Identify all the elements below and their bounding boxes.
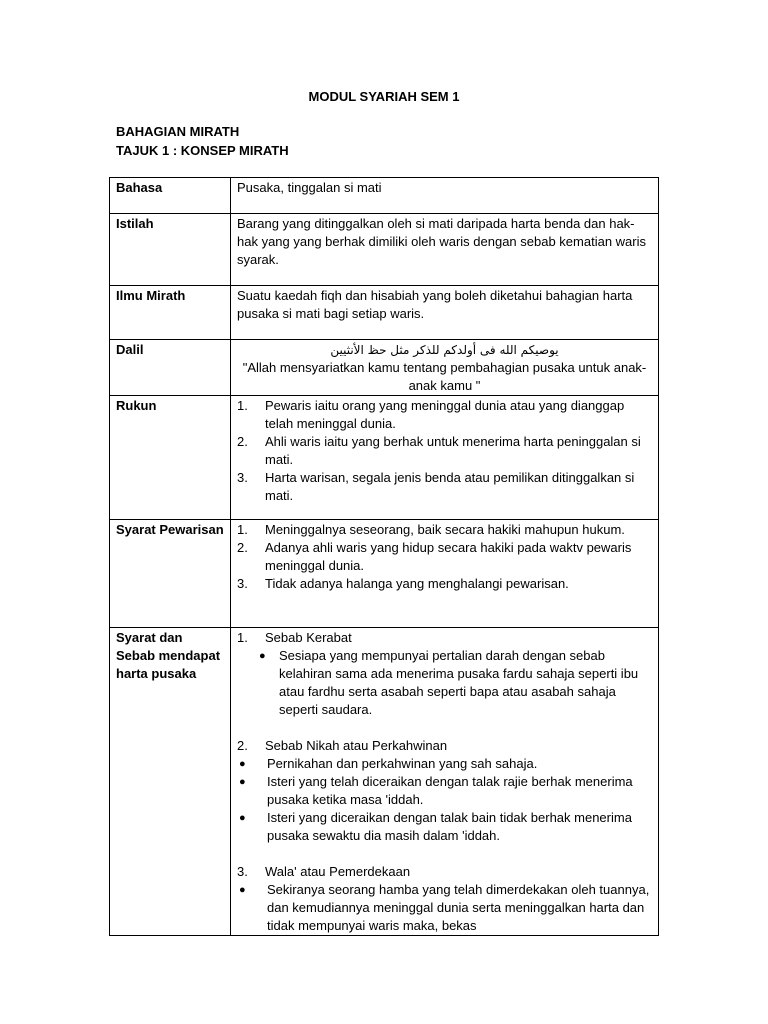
table-row-syarat-pewarisan [110, 520, 659, 628]
list-text: Harta warisan, segala jenis benda atau pemilikan ditinggalkan si mati. [265, 470, 635, 503]
bullet-icon: ● [259, 650, 266, 662]
table-row-istilah [110, 214, 659, 286]
row-content [231, 520, 659, 628]
list-text: Adanya ahli waris yang hidup secara hakiki pada waktv pewaris meninggal dunia. [265, 540, 632, 573]
list-number: 1. [237, 522, 248, 537]
list-text: Sebab Nikah atau Perkahwinan [265, 738, 448, 753]
list-item [237, 469, 652, 505]
bullet-item [237, 773, 652, 809]
group-title [237, 737, 652, 755]
list-number: 3. [237, 864, 248, 879]
table-row-ilmu-mirath [110, 286, 659, 340]
row-label: Ilmu Mirath [110, 286, 231, 340]
list-number: 1. [237, 398, 248, 413]
table-row-syarat-sebab [110, 628, 659, 936]
list-text: Tidak adanya halanga yang menghalangi pewarisan. [265, 576, 569, 591]
list-text: Ahli waris iaitu yang berhak untuk menerima harta peninggalan si mati. [265, 434, 641, 467]
mirath-concept-table [109, 177, 659, 936]
list-item [237, 433, 652, 469]
row-content: Barang yang ditinggalkan oleh si mati daripada harta benda dan hak-hak yang yang berhak dimiliki oleh waris dengan sebab kematian waris syarak. [231, 214, 659, 286]
bullet-text: Sekiranya seorang hamba yang telah dimerdekakan oleh tuannya, dan kemudiannya meninggal dunia serta meninggalkan harta dan tidak mempunyai waris maka, bekas [267, 882, 650, 933]
bullet-item [237, 881, 652, 935]
list-item [237, 539, 652, 575]
document-title: MODUL SYARIAH SEM 1 [308, 89, 460, 104]
bullet-text: Pernikahan dan perkahwinan yang sah sahaja. [267, 756, 538, 771]
list-text: Pewaris iaitu orang yang meninggal dunia atau yang dianggap telah meninggal dunia. [265, 398, 625, 431]
list-number: 3. [237, 576, 248, 591]
bullet-icon: ● [239, 812, 246, 824]
table-row-dalil [110, 340, 659, 396]
list-text: Wala' atau Pemerdekaan [265, 864, 411, 879]
list-item [237, 575, 652, 593]
dalil-translation: "Allah mensyariatkan kamu tentang pembahagian pusaka untuk anak-anak kamu " [242, 360, 647, 393]
list-number: 2. [237, 540, 248, 555]
list-item [237, 521, 652, 539]
group-title [237, 863, 652, 881]
group-title [237, 629, 652, 647]
row-label: Bahasa [110, 178, 231, 214]
row-label: Rukun [110, 396, 231, 520]
bullet-text: Isteri yang diceraikan dengan talak bain tidak berhak menerima pusaka sewaktu dia masih dalam 'iddah. [267, 810, 632, 843]
bullet-text: Isteri yang telah diceraikan dengan talak rajie berhak menerima pusaka ketika masa 'iddah. [267, 774, 633, 807]
row-label: Dalil [110, 340, 231, 396]
row-content: Suatu kaedah fiqh dan hisabiah yang boleh diketahui bahagian harta pusaka si mati bagi setiap waris. [231, 286, 659, 340]
list-number: 1. [237, 630, 248, 645]
list-number: 3. [237, 470, 248, 485]
table-row-rukun [110, 396, 659, 520]
topic-heading: TAJUK 1 : KONSEP MIRATH [116, 143, 289, 158]
bullet-icon: ● [239, 776, 246, 788]
section-heading: BAHAGIAN MIRATH [116, 124, 240, 139]
bullet-text: Sesiapa yang mempunyai pertalian darah dengan sebab kelahiran sama ada menerima pusaka fardu sahaja seperti ibu atau fardhu serta asabah seperti bapa atau asabah sahaja seperti saudara. [279, 648, 639, 717]
list-item [237, 397, 652, 433]
row-content [231, 396, 659, 520]
row-label: Syarat Pewarisan [110, 520, 231, 628]
row-label: Istilah [110, 214, 231, 286]
row-content [231, 628, 659, 936]
list-number: 2. [237, 738, 248, 753]
list-number: 2. [237, 434, 248, 449]
row-content: Pusaka, tinggalan si mati [231, 178, 659, 214]
dalil-arabic-text: يوصيكم الله فى أولدكم للذكر مثل حظ الأنثيين [330, 343, 559, 357]
bullet-item [237, 809, 652, 845]
row-label: Syarat dan Sebab mendapat harta pusaka [110, 628, 231, 936]
bullet-item [237, 647, 652, 719]
table-row-bahasa [110, 178, 659, 214]
list-text: Sebab Kerabat [265, 630, 352, 645]
bullet-icon: ● [239, 884, 246, 896]
row-content [231, 340, 659, 396]
bullet-item [237, 755, 652, 773]
list-text: Meninggalnya seseorang, baik secara hakiki mahupun hukum. [265, 522, 625, 537]
bullet-icon: ● [239, 758, 246, 770]
